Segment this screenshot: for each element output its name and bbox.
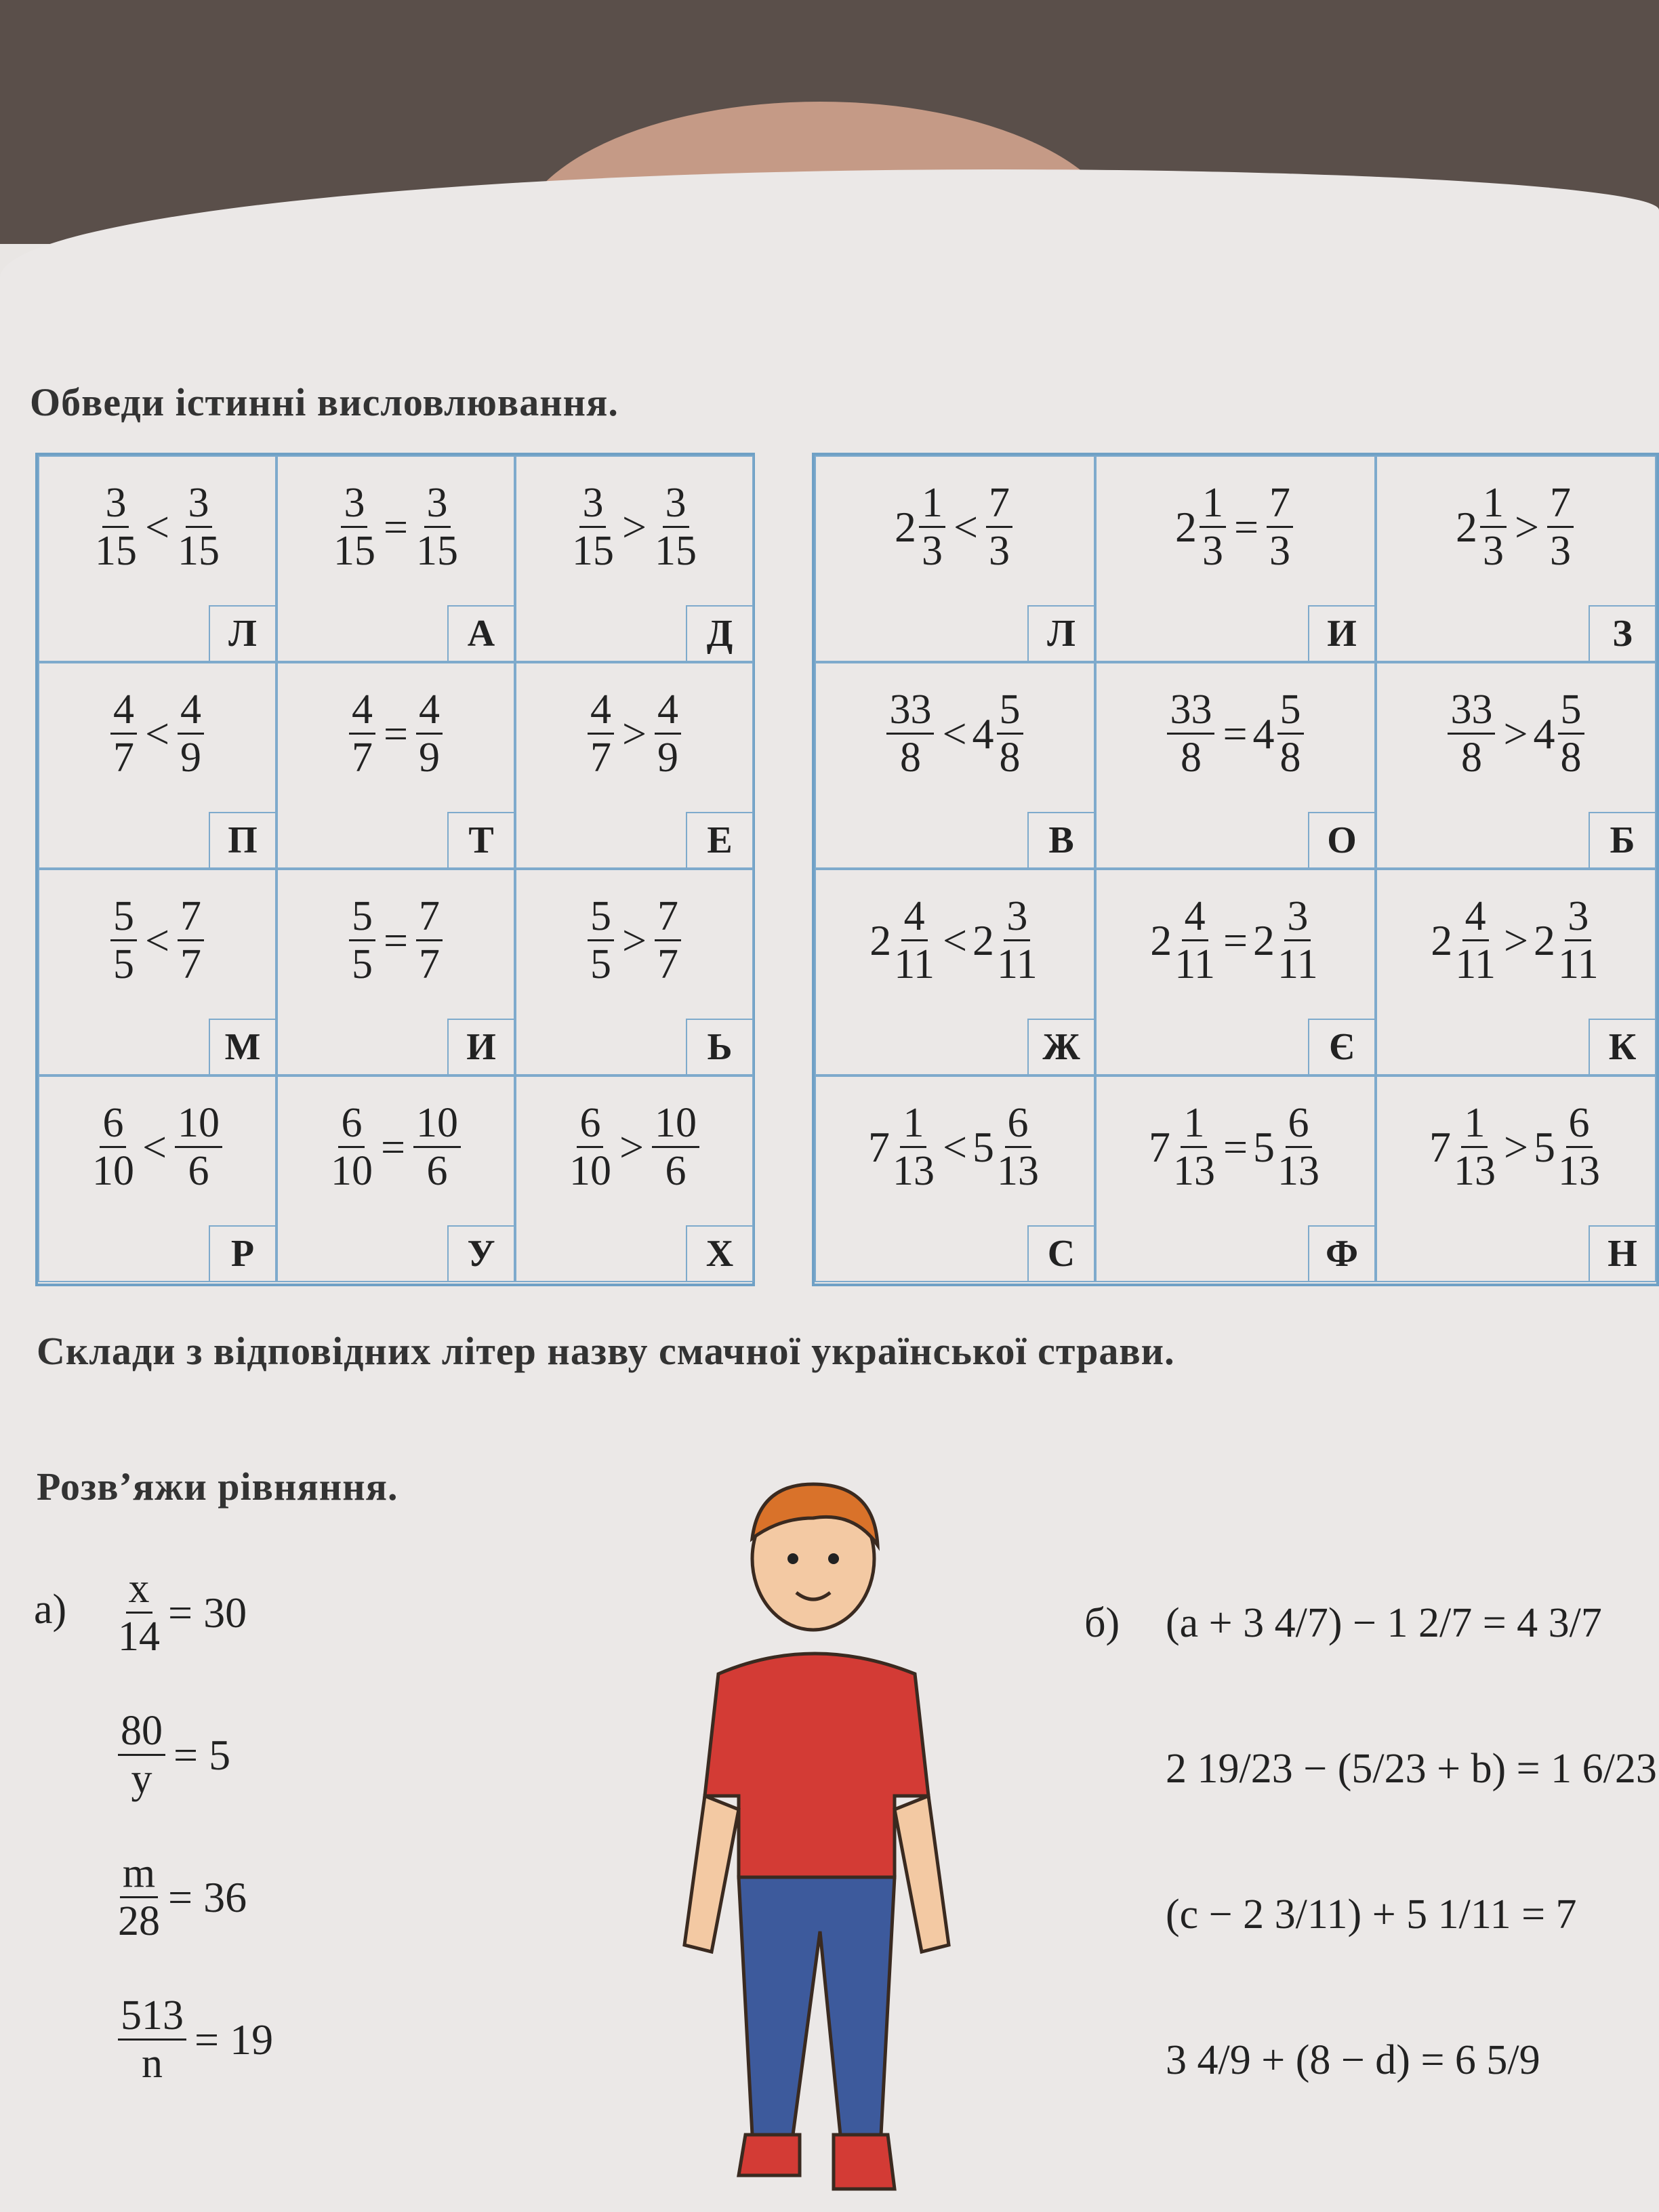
equations-a-label: а) [34,1586,67,1633]
answer-letter: П [209,812,275,867]
answer-letter: А [447,605,514,661]
answer-letter: Б [1589,812,1655,867]
answer-letter: Ж [1027,1019,1094,1074]
comparison-operator: > [1514,502,1540,551]
answer-letter: М [209,1019,275,1074]
whole-part: 4 [1252,709,1275,758]
comparison-operator: > [1503,916,1529,964]
fraction: 1 13 [892,1100,935,1194]
comparison-operator: = [1233,502,1259,551]
fraction: 3 11 [1558,893,1599,987]
comparison-expression [39,893,275,987]
comparison-expression [1097,893,1374,987]
comparison-cell[interactable] [38,1076,276,1282]
comparison-expression [1377,893,1655,987]
comparison-operator: < [144,916,170,964]
whole-part: 7 [1429,1122,1451,1171]
fraction: 4 7 [588,687,614,781]
comparison-cell[interactable] [1376,455,1656,662]
comparison-cell[interactable] [1376,1076,1656,1282]
answer-letter: Х [686,1225,752,1281]
fraction: 3 15 [571,480,614,574]
fraction: 10 6 [652,1100,699,1194]
comparison-cell[interactable] [815,869,1095,1076]
comparison-expression [1377,480,1655,574]
fraction: 1 13 [1453,1100,1496,1194]
comparison-expression [516,480,752,574]
answer-letter: И [447,1019,514,1074]
comparison-operator: = [383,916,409,964]
comparison-expression [516,893,752,987]
fraction: 6 13 [1558,1100,1601,1194]
comparison-cell[interactable] [38,869,276,1076]
comparison-expression [1377,1100,1655,1194]
task3-heading: Розв’яжи рівняння. [37,1465,398,1509]
whole-part: 5 [1534,1122,1556,1171]
comparison-cell[interactable] [276,1076,515,1282]
comparison-operator: < [953,502,979,551]
fraction: 6 13 [997,1100,1040,1194]
equation-rhs: = 36 [168,1872,247,1921]
comparison-operator: = [1223,709,1248,758]
whole-part: 2 [869,916,892,964]
answer-letter: И [1308,605,1374,661]
equation [115,1992,279,2087]
comparison-cell[interactable] [1376,662,1656,869]
fraction: 7 3 [986,480,1012,574]
whole-part: 2 [1174,502,1197,551]
comparison-cell[interactable] [515,455,754,662]
answer-letter: К [1589,1019,1655,1074]
comparison-cell[interactable] [1095,869,1376,1076]
comparison-expression [278,687,514,781]
comparison-operator: < [144,502,170,551]
comparison-operator: < [942,709,967,758]
comparison-cell[interactable] [276,869,515,1076]
answer-letter: С [1027,1225,1094,1281]
whole-part: 5 [972,1122,995,1171]
fraction: 5 8 [1277,687,1304,781]
fraction: 3 15 [655,480,697,574]
equation: (c − 2 3/11) + 5 1/11 = 7 [1166,1891,1577,1938]
fraction: 4 7 [110,687,137,781]
fraction: 7 7 [178,893,204,987]
comparison-expression [516,1100,752,1194]
equation-rhs: = 5 [173,1730,231,1779]
whole-part: 7 [1148,1122,1170,1171]
comparison-operator: > [621,709,647,758]
fraction: 3 15 [94,480,137,574]
fraction: 4 11 [894,893,935,987]
comparison-cell[interactable] [38,455,276,662]
fraction: $\frac{513}{n}$ [118,1992,186,2087]
answer-letter: В [1027,812,1094,867]
fraction: 6 10 [91,1100,134,1194]
fraction: 3 11 [1277,893,1318,987]
whole-part: 2 [1455,502,1477,551]
fraction: 4 9 [178,687,204,781]
comparison-cell[interactable] [38,662,276,869]
whole-part: 2 [1253,916,1275,964]
comparison-operator: > [621,502,647,551]
comparison-cell[interactable] [815,1076,1095,1282]
fraction: 1 3 [1480,480,1507,574]
fraction: $\frac{4}{11}$ [1174,893,1215,987]
fraction: $\frac{7}{7}$ [416,893,443,987]
whole-part: 7 [867,1122,890,1171]
answer-letter: Р [209,1225,275,1281]
comparison-expression [278,1100,514,1194]
fraction: $\frac{3}{15}$ [333,480,375,574]
comparison-cell[interactable] [1095,455,1376,662]
comparison-operator: = [380,1122,406,1171]
fraction: 5 5 [110,893,137,987]
fraction: $\frac{4}{7}$ [349,687,375,781]
comparison-expression [816,687,1094,781]
fraction: 7 7 [655,893,681,987]
answer-letter: Е [686,812,752,867]
comparison-operator: < [942,916,968,964]
fraction: $\frac{m}{28}$ [118,1850,160,1944]
comparison-operator: < [142,1122,167,1171]
answer-letter: Д [686,605,752,661]
fraction: 5 5 [588,893,614,987]
equation-rhs: = 30 [168,1588,247,1637]
answer-letter: З [1589,605,1655,661]
comparison-operator: > [621,916,647,964]
task1-heading: Обведи істинні висловлювання. [30,380,619,424]
equation [115,1850,252,1944]
comparison-operator: > [1503,1122,1529,1171]
comparison-cell[interactable] [1376,869,1656,1076]
whole-part: 4 [1533,709,1555,758]
fraction: 33 8 [886,687,934,781]
comparison-expression [39,1100,275,1194]
answer-letter: Ф [1308,1225,1374,1281]
fraction: $\frac{1}{3}$ [1200,480,1226,574]
comparison-operator: = [1223,1122,1248,1171]
equation: 3 4/9 + (8 − d) = 6 5/9 [1166,2037,1540,2083]
comparison-operator: < [144,709,170,758]
comparison-cell[interactable] [1095,662,1376,869]
equation: (a + 3 4/7) − 1 2/7 = 4 3/7 [1166,1600,1602,1646]
fraction: $\frac{3}{15}$ [416,480,459,574]
answer-letter: У [447,1225,514,1281]
left-comparison-grid [35,453,755,1286]
fraction: 1 3 [919,480,945,574]
comparison-cell[interactable] [815,455,1095,662]
fraction: $\frac{80}{y}$ [118,1708,165,1802]
fraction: 5 8 [1558,687,1584,781]
right-comparison-grid [812,453,1659,1286]
fraction: $\frac{6}{10}$ [330,1100,373,1194]
comparison-expression [1377,687,1655,781]
fraction: 4 9 [655,687,681,781]
fraction: $\frac{x}{14}$ [118,1565,160,1660]
fraction: 4 11 [1455,893,1496,987]
comparison-cell[interactable] [815,662,1095,869]
answer-letter: О [1308,812,1374,867]
comparison-expression [39,687,275,781]
fraction: $\frac{10}{6}$ [413,1100,461,1194]
comparison-operator: = [383,709,409,758]
fraction: 10 6 [175,1100,222,1194]
comparison-operator: < [942,1122,968,1171]
whole-part: 5 [1253,1122,1275,1171]
whole-part: 2 [1431,916,1453,964]
comparison-expression [278,893,514,987]
boy-illustration [678,1457,962,2212]
equation-rhs: = 19 [194,2015,274,2064]
fraction: 5 8 [997,687,1023,781]
answer-letter: Ь [686,1019,752,1074]
whole-part: 4 [972,709,994,758]
comparison-cell[interactable] [276,662,515,869]
fraction: 33 8 [1448,687,1495,781]
fraction: 6 10 [569,1100,611,1194]
whole-part: 2 [1534,916,1556,964]
comparison-operator: > [1503,709,1528,758]
fraction: $\frac{5}{5}$ [349,893,375,987]
comparison-cell[interactable] [515,1076,754,1282]
comparison-expression [1097,480,1374,574]
comparison-expression [816,480,1094,574]
fraction: 3 15 [178,480,220,574]
answer-letter: Л [209,605,275,661]
equation: 2 19/23 − (5/23 + b) = 1 6/23 [1166,1746,1657,1792]
fraction: 6 13 [1277,1100,1320,1194]
comparison-expression [816,1100,1094,1194]
comparison-expression [1097,1100,1374,1194]
answer-letter: Л [1027,605,1094,661]
comparison-cell[interactable] [515,869,754,1076]
comparison-expression [816,893,1094,987]
whole-part: 2 [972,916,995,964]
comparison-expression [1097,687,1374,781]
fraction: 7 3 [1547,480,1574,574]
comparison-cell[interactable] [1095,1076,1376,1282]
comparison-cell[interactable] [276,455,515,662]
comparison-expression [278,480,514,574]
equations-b-label: б) [1084,1600,1120,1646]
comparison-operator: = [1223,916,1248,964]
answer-letter: Є [1308,1019,1374,1074]
fraction: $\frac{4}{9}$ [416,687,443,781]
answer-letter: Т [447,812,514,867]
fraction: $\frac{33}{8}$ [1167,687,1214,781]
comparison-cell[interactable] [515,662,754,869]
equation [115,1708,236,1802]
comparison-operator: > [619,1122,644,1171]
fraction: 3 11 [997,893,1038,987]
comparison-expression [516,687,752,781]
equation [115,1565,252,1660]
comparison-expression [39,480,275,574]
whole-part: 2 [894,502,916,551]
fraction: $\frac{1}{13}$ [1172,1100,1215,1194]
task2-heading: Склади з відповідних літер назву смачної української страви. [37,1329,1175,1373]
answer-letter: Н [1589,1225,1655,1281]
comparison-operator: = [383,502,409,551]
fraction: $\frac{7}{3}$ [1267,480,1293,574]
whole-part: 2 [1150,916,1172,964]
